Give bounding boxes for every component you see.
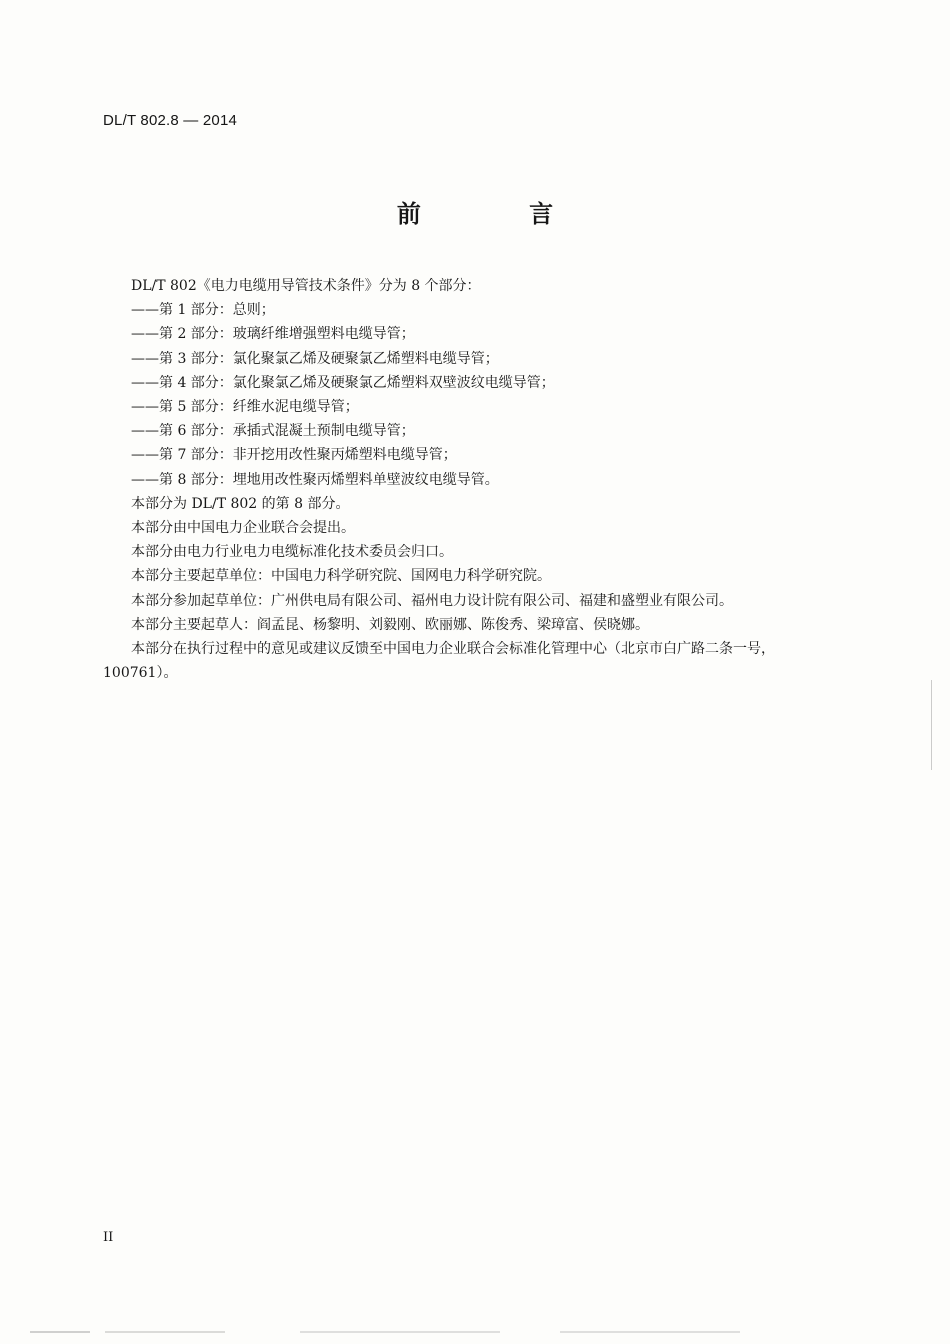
scan-edge-mark [560, 1331, 740, 1333]
statement-line: 本部分主要起草单位：中国电力科学研究院、国网电力科学研究院。 [131, 568, 551, 585]
scan-edge-mark [105, 1331, 225, 1333]
statement-line: 本部分由中国电力企业联合会提出。 [131, 520, 355, 537]
feedback-paragraph: 本部分在执行过程中的意见或建议反馈至中国电力企业联合会标准化管理中心（北京市白广路二条一号，100761）。 [103, 641, 775, 682]
part-item: ——第 6 部分：承插式混凝土预制电缆导管； [131, 423, 415, 440]
part-item: ——第 5 部分：纤维水泥电缆导管； [131, 399, 359, 416]
page-number: II [103, 1230, 114, 1245]
part-item: ——第 8 部分：埋地用改性聚丙烯塑料单壁波纹电缆导管。 [131, 471, 499, 488]
part-item: ——第 7 部分：非开挖用改性聚丙烯塑料电缆导管； [131, 447, 457, 464]
part-item: ——第 3 部分：氯化聚氯乙烯及硬聚氯乙烯塑料电缆导管； [131, 350, 499, 367]
intro-line: DL/T 802《电力电缆用导管技术条件》分为 8 个部分： [131, 278, 481, 294]
statement-line: 本部分主要起草人：阎孟昆、杨黎明、刘毅刚、欧丽娜、陈俊秀、梁璋富、侯晓娜。 [131, 616, 649, 633]
statement-line: 本部分参加起草单位：广州供电局有限公司、福州电力设计院有限公司、福建和盛塑业有限公司。 [131, 592, 733, 609]
part-item: ——第 4 部分：氯化聚氯乙烯及硬聚氯乙烯塑料双壁波纹电缆导管； [131, 374, 555, 391]
part-item: ——第 1 部分：总则； [131, 302, 275, 319]
scan-edge-mark [30, 1331, 90, 1333]
page-title: 前 言 [396, 200, 604, 228]
scan-edge-mark [300, 1331, 500, 1333]
scan-edge-mark [931, 680, 932, 770]
part-item: ——第 2 部分：玻璃纤维增强塑料电缆导管； [131, 326, 415, 343]
standard-code: DL/T 802.8 — 2014 [103, 112, 238, 129]
statement-line: 本部分为 DL/T 802 的第 8 部分。 [131, 495, 350, 512]
statement-line: 本部分由电力行业电力电缆标准化技术委员会归口。 [131, 544, 453, 561]
foreword-body [103, 274, 848, 685]
